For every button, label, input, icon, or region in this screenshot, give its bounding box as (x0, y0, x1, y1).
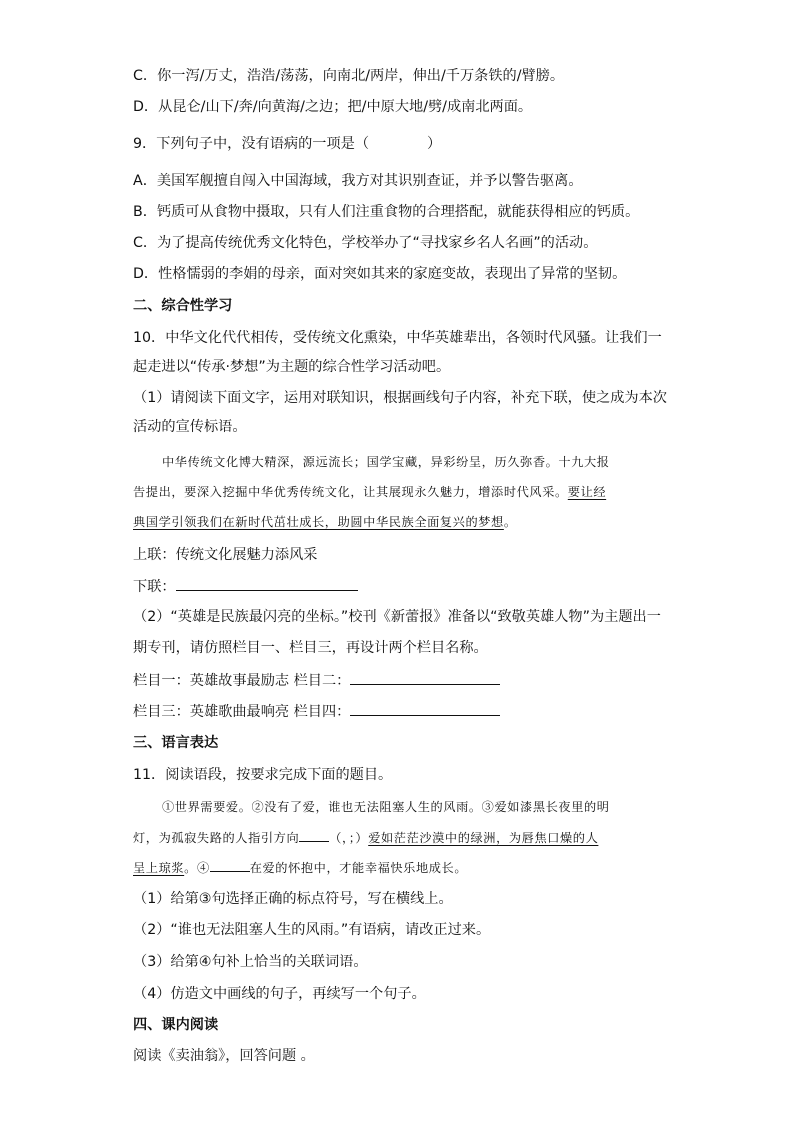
q9-option-d: D．性格懦弱的李娟的母亲，面对突如其来的家庭变故，表现出了异常的坚韧。 (133, 266, 627, 282)
q11-stem: 11．阅读语段，按要求完成下面的题目。 (133, 767, 393, 783)
q10-sub1-line2: 活动的宣传标语。 (133, 419, 247, 435)
q10-stem-line2: 起走进以“传承·梦想”为主题的综合性学习活动吧。 (133, 359, 451, 375)
q9-option-b: B．钙质可从食物中摄取，只有人们注重食物的合理搭配，就能获得相应的钙质。 (133, 204, 640, 220)
q9-option-c: C．为了提高传统优秀文化特色，学校举办了“寻找家乡名人名画”的活动。 (133, 235, 598, 251)
q11-sub4: （4）仿造文中画线的句子，再续写一个句子。 (133, 986, 426, 1002)
q11-passage-line1: ①世界需要爱。②没有了爱，谁也无法阻塞人生的风雨。③爱如漆黑长夜里的明 (162, 800, 610, 814)
q11-passage-line2: 灯，为孤寂失路的人指引方向 （，；）爱如茫茫沙漠中的绿洲，为唇焦口燥的人 (133, 827, 598, 848)
q9-stem: 9．下列句子中，没有语病的一项是（ ） (133, 136, 442, 152)
q11-sub3: （3）给第④句补上恰当的关联词语。 (133, 954, 368, 970)
couplet-upper: 上联：传统文化展魅力添风采 (133, 547, 318, 563)
q11-sub1: （1）给第③句选择正确的标点符号，写在横线上。 (133, 891, 453, 907)
column-row-1: 栏目一：英雄故事最励志 栏目二： (133, 670, 500, 691)
column-2-blank[interactable] (350, 670, 500, 685)
couplet-lower-blank[interactable] (176, 576, 358, 591)
q10-passage-line2: 告提出，要深入挖掘中华优秀传统文化，让其展现永久魅力，增添时代风采。要让经 (133, 485, 607, 499)
couplet-lower: 下联： (133, 576, 358, 597)
q8-option-c: C．你一泻/万丈，浩浩/荡荡，向南北/两岸，伸出/千万条铁的/臂膀。 (133, 68, 565, 84)
q11-sub2: （2）“谁也无法阻塞人生的风雨。”有语病，请改正过来。 (133, 922, 491, 938)
q10-stem-line1: 10．中华文化代代相传，受传统文化熏染，中华英雄辈出，各领时代风骚。让我们一 (133, 330, 662, 346)
q9-option-a: A．美国军舰擅自闯入中国海域，我方对其识别查证，并予以警告驱离。 (133, 173, 583, 189)
reading-intro: 阅读《卖油翁》，回答问题 。 (133, 1048, 315, 1064)
q11-passage-line3: 呈上琼浆。④ 在爱的怀抱中，才能幸福快乐地成长。 (133, 857, 467, 878)
column-4-blank[interactable] (350, 701, 500, 716)
q10-sub2-line2: 期专刊，请仿照栏目一、栏目三，再设计两个栏目名称。 (133, 640, 488, 656)
section-heading-3: 三、语言表达 (133, 735, 219, 751)
section-heading-2: 二、综合性学习 (133, 298, 233, 314)
q8-option-d: D．从昆仑/山下/奔/向黄海/之边；把/中原大地/劈/成南北两面。 (133, 99, 533, 115)
q11-conj-blank[interactable] (210, 857, 250, 872)
q10-sub2-line1: （2）“英雄是民族最闪亮的坐标。”校刊《新蕾报》准备以“致敬英雄人物”为主题出一 (133, 609, 661, 625)
q10-passage-line3: 典国学引领我们在新时代茁壮成长，助圆中华民族全面复兴的梦想。 (133, 515, 517, 529)
q10-sub1-line1: （1）请阅读下面文字，运用对联知识，根据画线句子内容，补充下联，使之成为本次 (133, 390, 667, 406)
q10-passage-line1: 中华传统文化博大精深，源远流长；国学宝藏，异彩纷呈，历久弥香。十九大报 (162, 455, 610, 469)
q11-punct-blank[interactable] (299, 827, 329, 842)
column-row-2: 栏目三：英雄歌曲最响亮 栏目四： (133, 701, 500, 722)
section-heading-4: 四、课内阅读 (133, 1017, 219, 1033)
